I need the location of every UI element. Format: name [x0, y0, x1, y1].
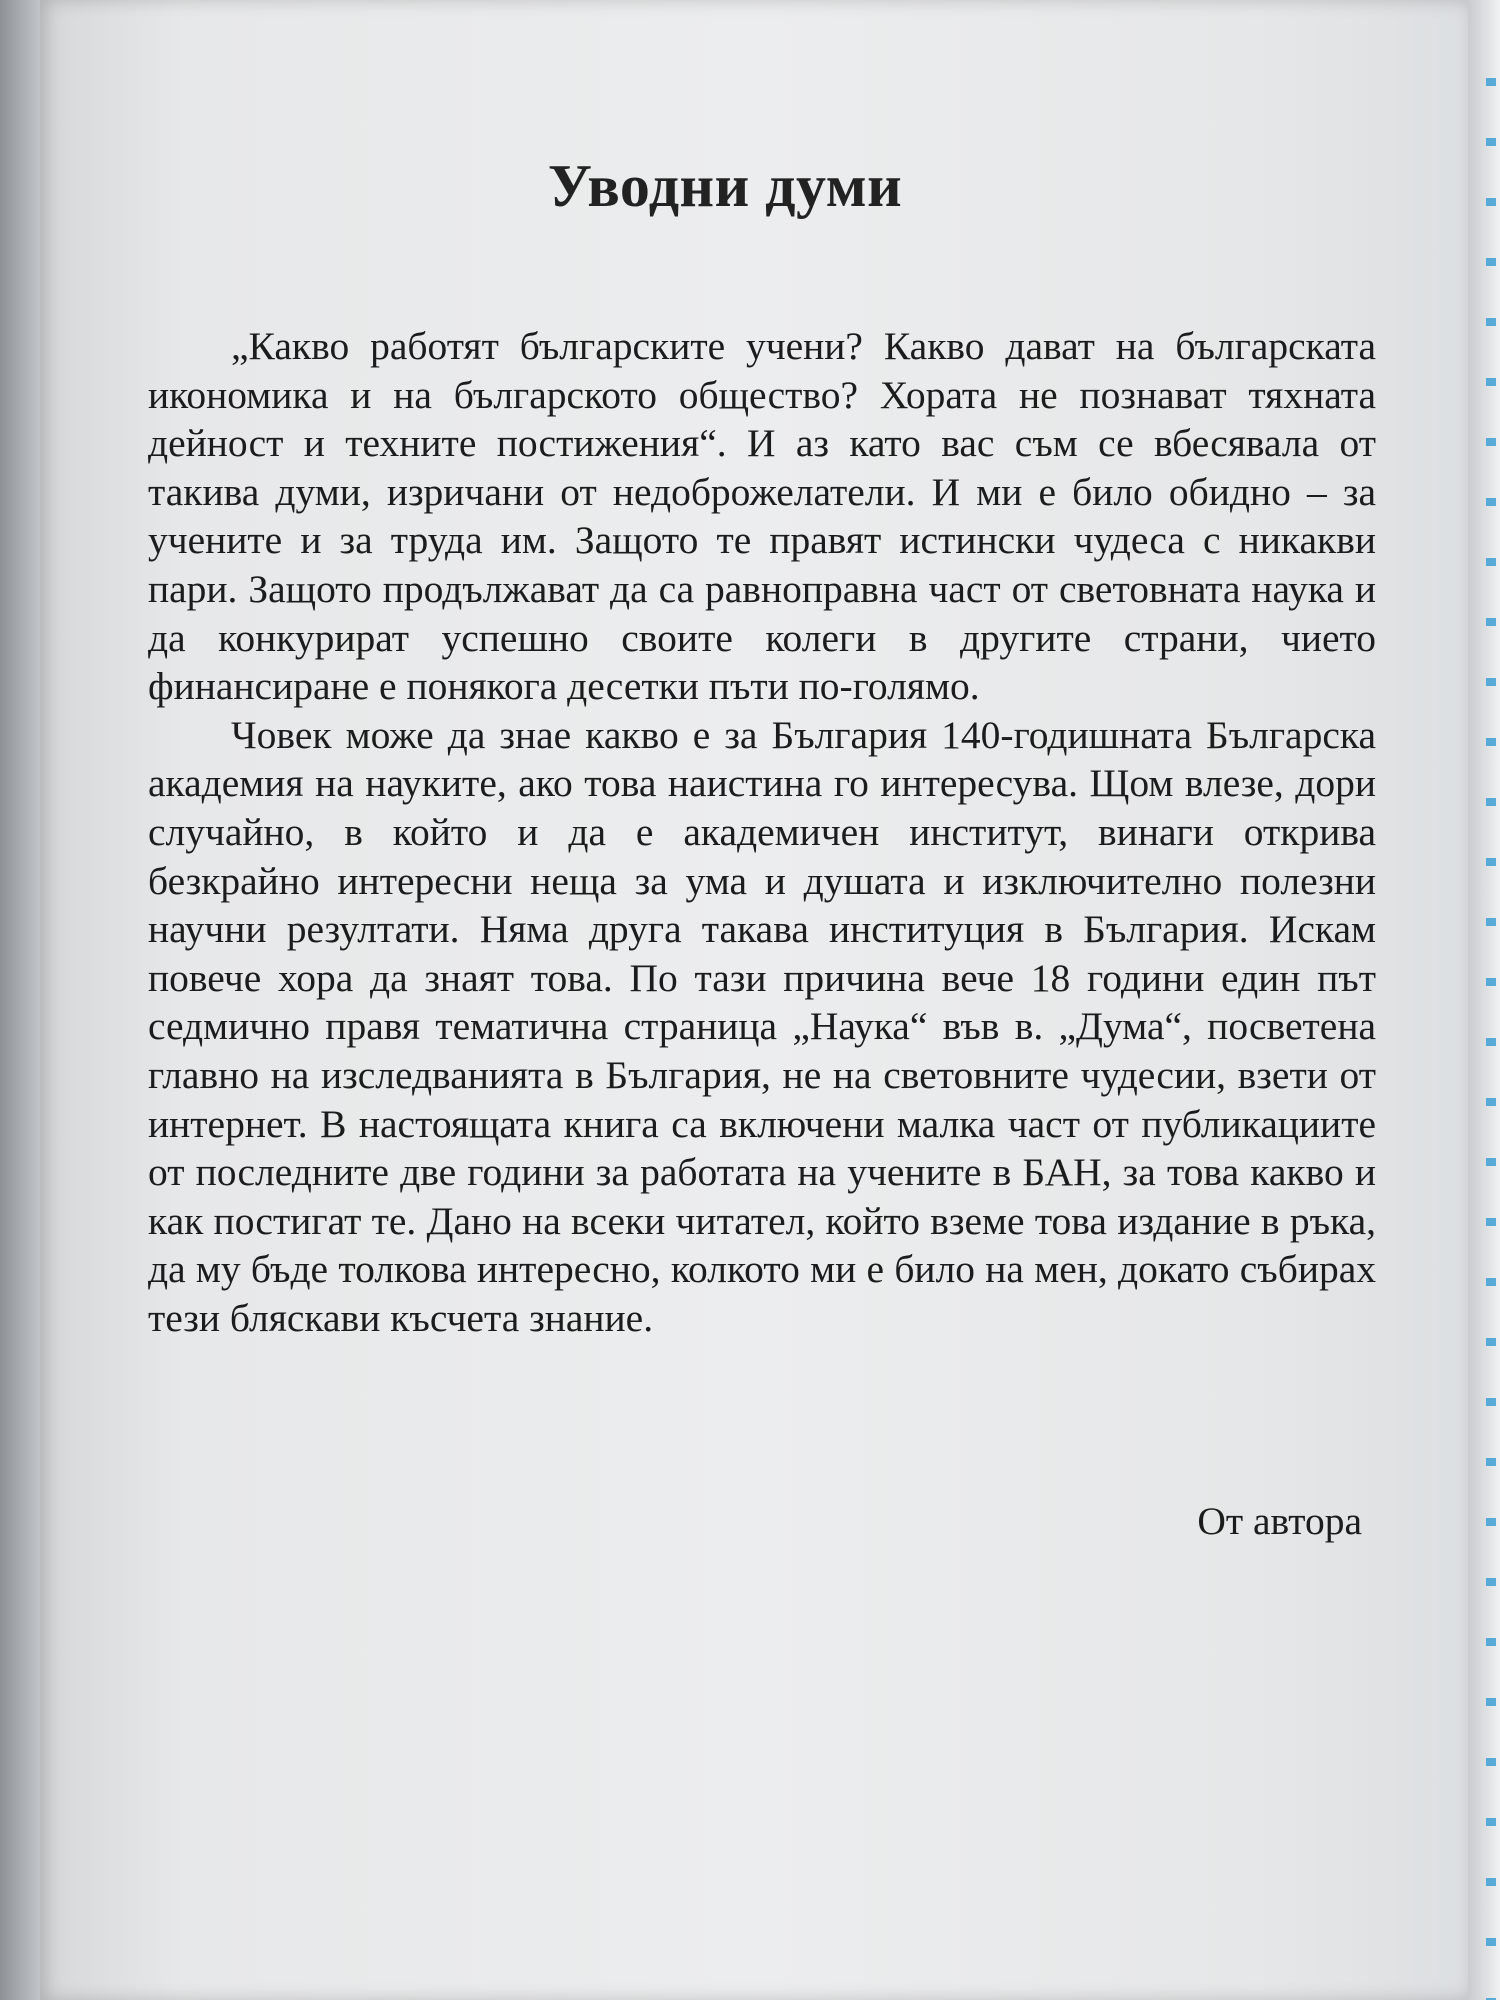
- book-page: [40, 0, 1468, 2000]
- author-signature: От автора: [1197, 1499, 1362, 1543]
- page-edge: [1468, 0, 1500, 2000]
- page-title: Уводни думи: [547, 153, 903, 219]
- body-text: [148, 322, 1376, 1342]
- binding-stitches: [1486, 40, 1496, 2000]
- paragraph-1: „Какво работят българските учени? Какво дават на българската икономика и на българското общество? Хората не познават тяхната дейност и техните постижения“. И аз като вас съм се вбесявала от такива думи, изричани от недоброжелатели. И ми е било обидно – за учените и за труда им. Защото те правят истински чудеса с никакви пари. Защото продължават да са равноправна част от световната наука и да конкурират успешно своите колеги в другите страни, чието финансиране е понякога десетки пъти по-голямо.: [148, 324, 1376, 709]
- paragraph-2: Човек може да знае какво е за България 140-годишната Българска академия на науките, ако това наистина го интересува. Щом влезе, дори случайно, в който и да е академичен институт, винаги открива безкрайно интересни неща за ума и душата и изключително полезни научни резултати. Няма друга такава институция в България. Искам повече хора да знаят това. По тази причина вече 18 години един път седмично правя тематична страница „Наука“ във в. „Дума“, посветена главно на изследванията в България, не на световните чудесии, взети от интернет. В настоящата книга са включени малка част от публикациите от последните две години за работата на учените в БАН, за това какво и как постигат те. Дано на всеки читател, който вземе това издание в ръка, да му бъде толкова интересно, колкото ми е било на мен, докато събирах тези бляскави късчета знание.: [148, 712, 1376, 1340]
